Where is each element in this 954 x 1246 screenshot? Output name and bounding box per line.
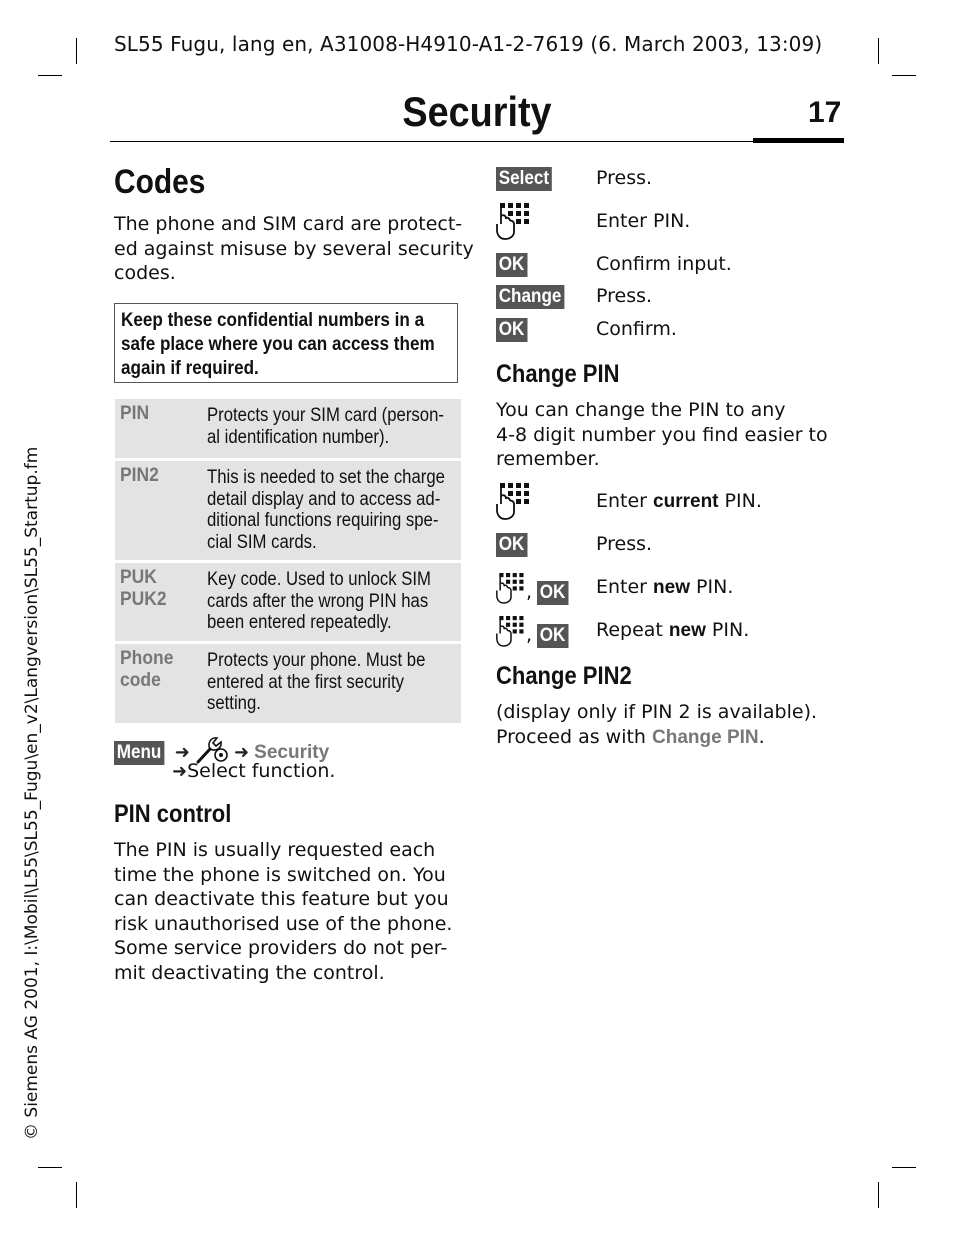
def-line: entered at the first security [207,671,405,693]
def-line: been entered repeatedly. [207,612,392,633]
text-line: The PIN is usually requested each [114,839,436,861]
arrow-right-icon: ➜ [174,742,190,763]
ok-softkey: OK [496,318,527,342]
text-line: remember. [496,448,600,470]
select-function-text: Select function. [187,760,336,782]
step-desc: Confirm input. [596,253,732,275]
step-desc: Confirm. [596,318,677,340]
crop-mark [892,75,916,76]
comma-separator: , [526,581,533,603]
def-line: Key code. Used to unlock SIM [207,569,431,590]
def-line: detail display and to access ad- [207,488,441,510]
keypad-icon [496,572,526,604]
menu-path-continuation [172,760,335,782]
text-line: codes. [114,262,176,284]
change-pin-heading: Change PIN [496,360,620,388]
ok-softkey: OK [496,253,527,277]
keypad-icon [496,615,526,647]
note-line: safe place where you can access them [121,334,435,355]
step-desc: Press. [596,167,653,189]
code-row-phone-code [115,644,461,723]
text-line: 4-8 digit number you find easier to [496,423,828,446]
note-line: Keep these confidential numbers in a [121,310,425,331]
page-title: Security [402,88,552,135]
crop-mark [38,75,62,76]
crop-mark [76,1182,77,1208]
menu-security-label: Security [254,742,330,763]
desc-emphasis: new [668,620,706,641]
term-line: PIN2 [120,465,159,486]
desc-text: PIN. [718,490,762,512]
keypad-icon [496,202,532,240]
arrow-right-icon: ➜ [233,742,250,763]
file-info: SL55 Fugu, lang en, A31008-H4910-A1-2-7619 (6. March 2003, 13:09) [114,32,823,56]
term-line: PUK [120,567,157,588]
select-softkey: Select [496,167,552,191]
code-row-pin [115,399,461,458]
text-line [496,725,817,751]
menu-softkey: Menu [114,741,164,765]
step-change [496,285,572,309]
text-line: (display only if PIN 2 is available). [496,701,818,723]
desc-text: Repeat [596,619,669,641]
step-desc: Press. [596,285,653,307]
term-line: Phone [120,648,174,669]
comma-separator: , [526,624,533,646]
sidebar-path: © Siemens AG 2001, I:\Mobil\L55\SL55_Fugu\en_v2\Langversion\SL55_Startup.fm [22,446,42,1140]
step-desc: Press. [596,533,653,555]
pin-control-heading: PIN control [114,800,232,828]
def-line: cards after the wrong PIN has [207,590,429,612]
term-line: code [120,670,161,691]
step-repeat-new-pin [496,615,572,648]
text-line: time the phone is switched on. You [114,863,446,886]
text-line: The phone and SIM card are protect- [114,213,463,235]
desc-text: Proceed as with [496,725,652,748]
def-line: Protects your phone. Must be [207,650,426,671]
change-pin2-heading: Change PIN2 [496,662,632,690]
code-term [120,403,149,425]
step-press-ok [496,533,531,557]
text-line: mit deactivating the control. [114,961,385,984]
change-softkey: Change [496,285,564,309]
crop-mark [76,38,77,64]
desc-emphasis: current [653,491,719,512]
text-line: You can change the PIN to any [496,399,786,421]
crop-mark [878,1182,879,1208]
def-line: cial SIM cards. [207,531,317,553]
code-definition [207,650,425,715]
desc-text: PIN. [690,576,734,598]
confidential-note [114,303,458,383]
keypad-icon [496,482,532,520]
text-line: Some service providers do not per- [114,937,448,959]
page-number-rule [753,138,844,143]
step-desc [596,576,733,599]
term-line: PIN [120,403,150,424]
step-select [496,167,558,191]
page-number: 17 [808,96,842,129]
change-pin-reference: Change PIN [652,726,759,748]
def-line: setting. [207,693,261,714]
crop-mark [892,1167,916,1168]
code-term [120,648,173,692]
codes-heading: Codes [114,163,206,201]
step-confirm [496,318,531,342]
def-line: Protects your SIM card (person- [207,405,444,426]
step-enter-pin [496,202,532,244]
code-definition [207,569,431,634]
desc-text: Enter [596,576,654,598]
def-line: This is needed to set the charge [207,467,445,488]
note-line: again if required. [121,358,259,379]
crop-mark [38,1167,62,1168]
ok-softkey: OK [537,624,568,648]
ok-softkey: OK [496,533,527,557]
def-line: al identification number). [207,426,390,448]
step-desc [596,490,762,513]
code-term [120,465,159,487]
text-line: risk unauthorised use of the phone. [114,912,453,935]
step-desc: Enter PIN. [596,210,691,232]
codes-intro [114,212,474,286]
crop-mark [878,38,879,64]
term-line: PUK2 [120,589,167,610]
pin-control-body [114,838,452,985]
ok-softkey: OK [537,581,568,605]
code-row-pin2 [115,461,461,560]
text-line: ed against misuse by several security [114,237,474,260]
step-confirm-input [496,253,531,277]
code-row-puk [115,563,461,641]
change-pin-body [496,398,828,472]
step-enter-new-pin [496,572,572,605]
step-desc [596,619,749,642]
arrow-right-icon: ➜ [172,761,188,782]
def-line: ditional functions requiring spe- [207,510,439,531]
code-definition [207,405,444,448]
change-pin2-body [496,700,817,750]
step-enter-current-pin [496,482,532,524]
desc-text: PIN. [705,619,750,641]
desc-text: . [758,725,765,748]
desc-emphasis: new [653,577,690,598]
desc-text: Enter [596,490,654,512]
code-term [120,567,167,611]
code-definition [207,467,445,553]
header-rule [110,141,753,142]
text-line: can deactivate this feature but you [114,888,449,910]
